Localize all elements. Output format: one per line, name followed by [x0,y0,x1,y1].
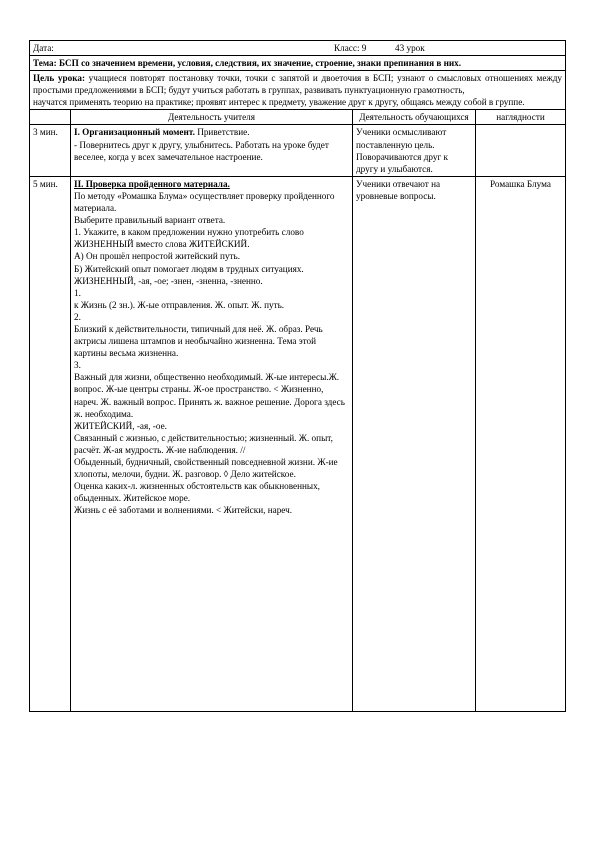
row-teacher-line: ЖИЗНЕННЫЙ, -ая, -ое; -знен, -зненна, -зненно. [74,275,263,286]
topic-label: Тема: [33,58,57,68]
row-students-activity: Ученики отвечают на уровневые вопросы. [353,176,476,711]
row-visuals: Ромашка Блума [476,176,566,711]
row-teacher-line: 1. [74,287,81,298]
row-teacher-line: 2. [74,311,81,322]
row-teacher-activity [71,176,353,711]
class-info [334,42,425,54]
class-label: Класс: 9 [334,43,367,53]
column-header-teacher: Деятельность учителя [71,110,353,125]
row-visuals [476,125,566,176]
row-teacher-line: Связанный с жизнью, с действительностью; жизненный. Ж. опыт, расчёт. Ж-ая мудрость. Ж-ие наблюдения. // [74,432,333,455]
row-time: 3 мин. [30,125,71,176]
lesson-plan-table [29,40,566,712]
row-teacher-line: 3. [74,360,81,371]
row-teacher-line: ЖИТЕЙСКИЙ, -ая, -ое. [74,420,167,431]
row-teacher-line: - Повернитесь друг к другу, улыбнитесь. Работать на уроке будет веселее, когда у всех замечательное настроение. [74,139,329,162]
table-row [30,125,566,176]
column-header-students: Деятельность обучающихся [353,110,476,125]
goal-text: учащиеся повторят постановку точки, точки с запятой и двоеточия в БСП; узнают о смысловых отношениях между простыми предложениями в БСП; будут учиться работать в группах, развивать пунктуационную грамотность, [33,73,563,96]
lesson-label: 43 урок [394,43,425,53]
date-label: Дата: [33,43,54,53]
row-teacher-title: I. Организационный момент. [74,127,195,138]
header-row [30,41,566,56]
row-teacher-line: Важный для жизни, общественно необходимый. Ж-ые интересы.Ж. вопрос. Ж-ые центры страны. Ж-ое пространство. < Жизненно, нареч. Ж. важный вопрос. Принять ж. важное решение. Дорога здесь ж. необходима. [74,372,345,419]
row-teacher-activity [71,125,353,176]
goal-row [30,71,566,110]
row-teacher-line: А) Он прошёл непростой житейский путь. [74,251,241,262]
row-teacher-line: Жизнь с её заботами и волнениями. < Житейски, нареч. [74,505,293,516]
goal-label: Цель урока: [33,73,85,84]
topic-text: БСП со значением времени, условия, следствия, их значение, строение, знаки препинания в них. [59,58,462,68]
lesson-plan-page [29,40,565,712]
goal-text-continued: научатся применять теорию на практике; проявят интерес к предмету, уважение друг к другу, общаясь между собой в группе. [33,97,525,108]
row-students-activity: Ученики осмысливают поставленную цель. Поворачиваются друг к другу и улыбаются. [353,125,476,176]
row-teacher-title: II. Проверка пройденного материала. [74,178,230,189]
row-time: 5 мин. [30,176,71,711]
row-teacher-title-rest: Приветствие. [194,127,250,138]
row-teacher-line: Выберите правильный вариант ответа. [74,215,226,226]
row-teacher-line: Обыденный, будничный, свойственный повседневной жизни. Ж-ие хлопоты, мелочи, будни. Ж. разговор. ◊ Дело житейское. [74,457,338,480]
row-teacher-line: По методу «Ромашка Блума» осуществляет проверку пройденного материала. [74,190,335,214]
table-row [30,176,566,711]
column-header-visuals: наглядности [476,110,566,125]
column-header-time [30,110,71,125]
row-teacher-line: Б) Житейский опыт помогает людям в трудных ситуациях. [74,263,304,274]
row-teacher-line: к Жизнь (2 зн.). Ж-ые отправления. Ж. опыт. Ж. путь. [74,299,285,310]
row-teacher-line: Близкий к действительности, типичный для неё. Ж. образ. Речь актрисы лишена штампов и необычайно жизненна. Тема этой картины весьма жизненна. [74,323,323,359]
row-teacher-line: 1. Укажите, в каком предложении нужно употребить слово ЖИЗНЕННЫЙ вместо слова ЖИТЕЙСКИЙ. [74,227,304,250]
row-teacher-line: Оценка каких-л. жизненных обстоятельств как обыкновенных, обыденных. Житейское море. [74,481,320,504]
topic-row [30,56,566,71]
